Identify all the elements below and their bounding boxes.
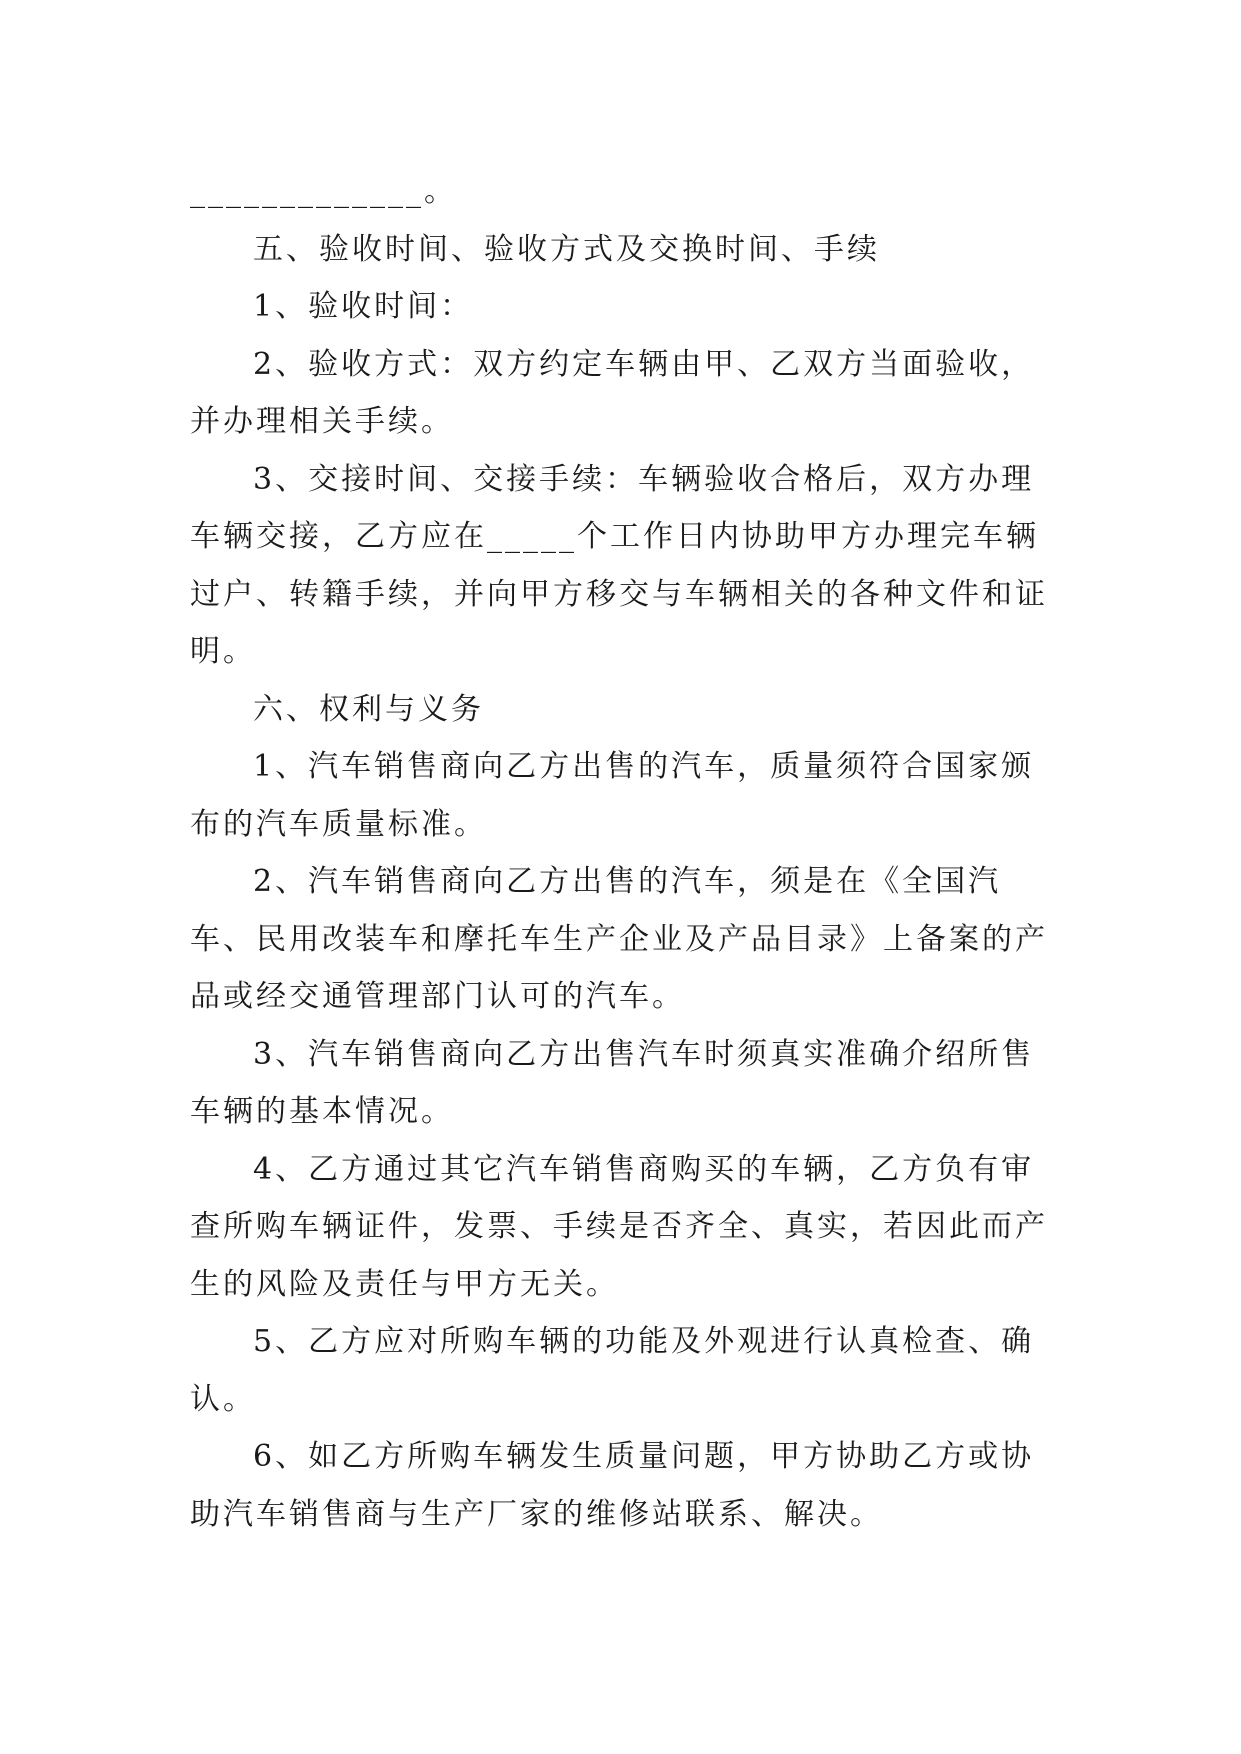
paragraph-handover: 3、交接时间、交接手续：车辆验收合格后，双方办理车辆交接，乙方应在_____个工作日内协助甲方办理完车辆过户、转籍手续，并向甲方移交与车辆相关的各种文件和证明。 <box>190 461 1048 669</box>
paragraph-right-5: 5、乙方应对所购车辆的功能及外观进行认真检查、确认。 <box>190 1324 1035 1417</box>
paragraph-blank-line: _____________。 <box>190 174 457 209</box>
paragraph-right-3: 3、汽车销售商向乙方出售汽车时须真实准确介绍所售车辆的基本情况。 <box>190 1036 1035 1129</box>
paragraph-right-2: 2、汽车销售商向乙方出售的汽车，须是在《全国汽车、民用改装车和摩托车生产企业及产品目录》上备案的产品或经交通管理部门认可的汽车。 <box>190 864 1048 1014</box>
paragraph-right-4: 4、乙方通过其它汽车销售商购买的车辆，乙方负有审查所购车辆证件，发票、手续是否齐全、真实，若因此而产生的风险及责任与甲方无关。 <box>190 1151 1048 1302</box>
paragraph-acceptance-method: 2、验收方式：双方约定车辆由甲、乙双方当面验收，并办理相关手续。 <box>190 346 1035 439</box>
section-heading-acceptance: 五、验收时间、验收方式及交换时间、手续 <box>253 231 880 267</box>
section-heading-rights: 六、权利与义务 <box>253 691 484 727</box>
document-body <box>190 163 1060 1543</box>
paragraph-right-6: 6、如乙方所购车辆发生质量问题，甲方协助乙方或协助汽车销售商与生产厂家的维修站联系、解决。 <box>190 1439 1035 1532</box>
paragraph-acceptance-time: 1、验收时间： <box>253 289 474 324</box>
paragraph-right-1: 1、汽车销售商向乙方出售的汽车，质量须符合国家颁布的汽车质量标准。 <box>190 749 1035 842</box>
